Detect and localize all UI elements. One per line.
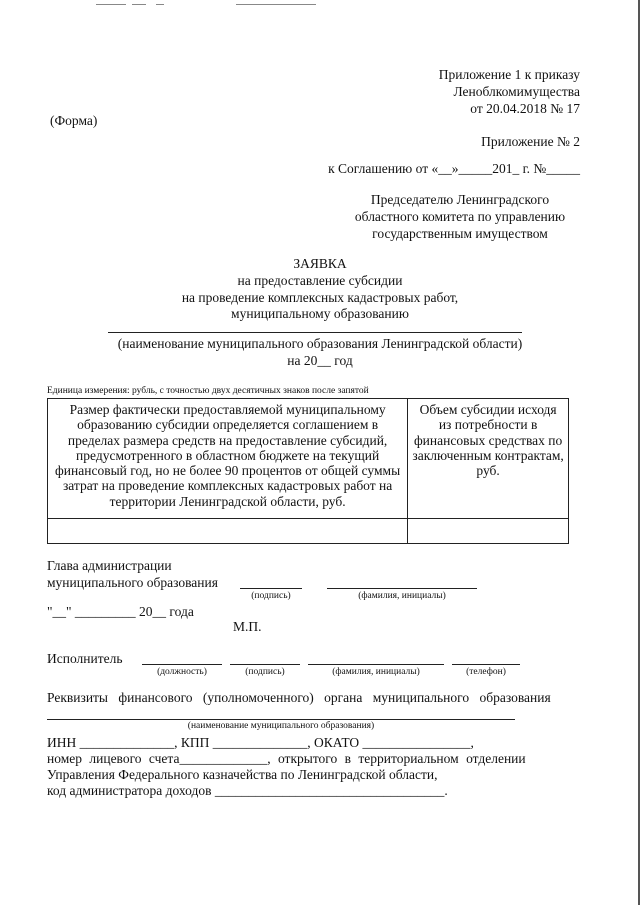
stamp-label: М.П. bbox=[233, 619, 262, 634]
executor-name-caption: (фамилия, инициалы) bbox=[332, 667, 420, 677]
appendix-line-2: Леноблкомимущества bbox=[453, 84, 580, 99]
addressee-line-2: областного комитета по управлению bbox=[354, 209, 566, 224]
title-line-2: на проведение комплексных кадастровых работ, bbox=[181, 290, 459, 305]
signature-date: "__" _________ 20__ года bbox=[47, 604, 194, 619]
column-header-2: Объем субсидии исходя из потребности в финансовых средствах по заключенным контрактам, руб. bbox=[408, 399, 569, 519]
executor-phone-caption: (телефон) bbox=[466, 667, 506, 677]
subsidy-table bbox=[47, 398, 569, 544]
municipality-underline bbox=[108, 332, 522, 333]
agreement-line: к Соглашению от «__»_____201_ г. №_____ bbox=[328, 161, 580, 176]
table-cell-2[interactable] bbox=[408, 519, 569, 544]
head-signature-line bbox=[240, 588, 302, 589]
head-signature-caption: (подпись) bbox=[251, 591, 291, 601]
title-line-1: на предоставление субсидии bbox=[237, 273, 403, 288]
municipality-caption: (наименование муниципального образования Ленинградской области) bbox=[117, 336, 523, 351]
executor-signature-line bbox=[230, 664, 300, 665]
executor-label: Исполнитель bbox=[47, 651, 123, 666]
requisites-caption: (наименование муниципального образования) bbox=[187, 721, 375, 731]
table-header-row bbox=[48, 399, 569, 519]
requisites-name-line bbox=[47, 719, 515, 720]
document-title: ЗАЯВКА bbox=[293, 256, 347, 271]
requisites-heading: Реквизиты финансового (уполномоченного) органа муниципального образования bbox=[47, 690, 551, 705]
addressee-line-3: государственным имуществом bbox=[372, 226, 548, 241]
addressee-line-1: Председателю Ленинградского bbox=[370, 192, 550, 207]
scan-mark bbox=[156, 4, 164, 5]
head-name-caption: (фамилия, инициалы) bbox=[358, 591, 446, 601]
executor-position-line bbox=[142, 664, 222, 665]
scan-mark bbox=[132, 4, 146, 5]
executor-signature-caption: (подпись) bbox=[245, 667, 285, 677]
executor-position-caption: (должность) bbox=[157, 667, 207, 677]
table-cell-1[interactable] bbox=[48, 519, 408, 544]
year-line: на 20__ год bbox=[287, 353, 353, 368]
executor-name-line bbox=[308, 664, 444, 665]
appendix-2: Приложение № 2 bbox=[481, 134, 580, 149]
table-row bbox=[48, 519, 569, 544]
treasury-line: Управления Федерального казначейства по Ленинградской области, bbox=[47, 767, 438, 782]
appendix-line-3: от 20.04.2018 № 17 bbox=[470, 101, 580, 116]
scan-mark bbox=[236, 4, 316, 5]
inn-kpp-okato-line: ИНН ______________, КПП ______________, ОКАТО ________________, bbox=[47, 735, 474, 750]
units-note: Единица измерения: рубль, с точностью двух десятичных знаков после запятой bbox=[47, 386, 369, 396]
form-label: (Форма) bbox=[50, 113, 98, 128]
scan-mark bbox=[96, 4, 126, 5]
account-line: номер лицевого счета_____________, открытого в территориальном отделении bbox=[47, 751, 526, 766]
head-label-1: Глава администрации bbox=[47, 558, 172, 573]
title-line-3: муниципальному образованию bbox=[231, 306, 409, 321]
head-name-line bbox=[327, 588, 477, 589]
appendix-line-1: Приложение 1 к приказу bbox=[438, 67, 580, 82]
admin-code-line: код администратора доходов __________________________________. bbox=[47, 783, 448, 798]
executor-phone-line bbox=[452, 664, 520, 665]
column-header-1: Размер фактически предоставляемой муниципальному образованию субсидии определяется соглашением в пределах размера средств на предоставление субсидий, предусмотренного в областном бюджете на текущий финансовый год, но не более 90 процентов от общей суммы затрат на проведение комплексных кадастровых работ на территории Ленинградской области, руб. bbox=[48, 399, 408, 519]
head-label-2: муниципального образования bbox=[47, 575, 218, 590]
